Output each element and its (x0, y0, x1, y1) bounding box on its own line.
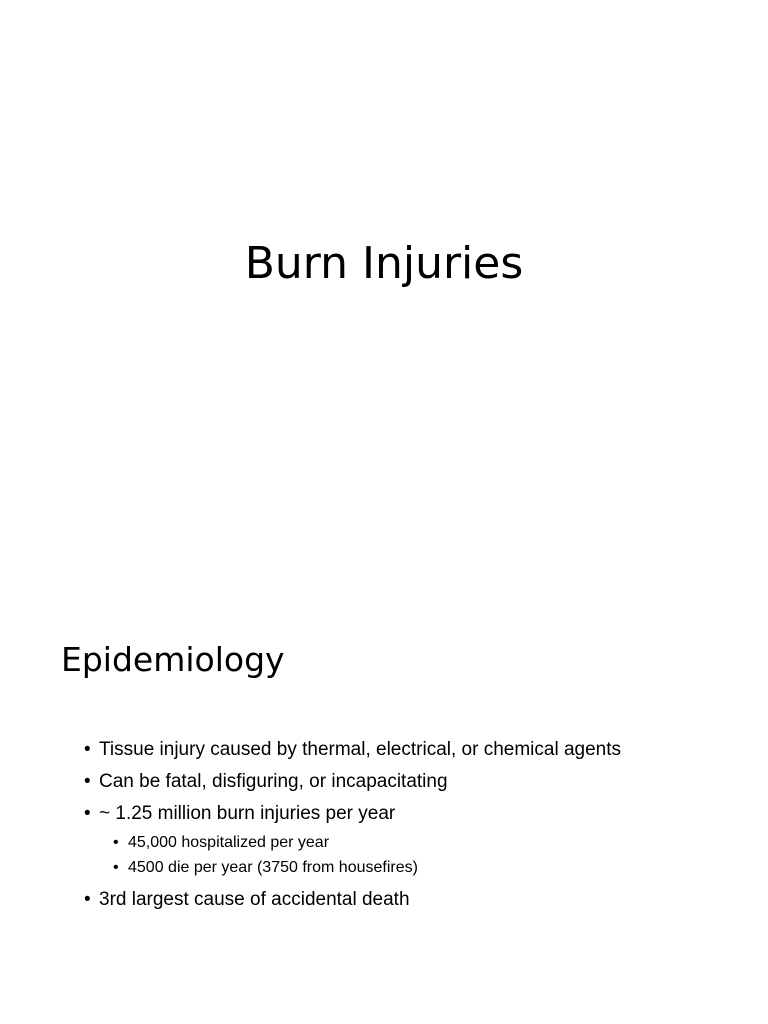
sub-bullet-group (84, 830, 744, 884)
bullet-item: • Can be fatal, disfiguring, or incapacitating (84, 766, 744, 798)
bullet-item: • 3rd largest cause of accidental death (84, 884, 744, 916)
slide-title: Burn Injuries (244, 238, 524, 289)
bullet-text: ~ 1.25 million burn injuries per year (99, 803, 396, 824)
bullet-item (84, 798, 744, 830)
bullet-item: • Tissue injury caused by thermal, electrical, or chemical agents (84, 734, 744, 766)
section-heading: Epidemiology (61, 640, 285, 679)
sub-bullet-list (84, 830, 744, 884)
bullet-list (84, 734, 744, 916)
sub-bullet-item: • 4500 die per year (3750 from housefires) (113, 855, 744, 880)
sub-bullet-item: • 45,000 hospitalized per year (113, 830, 744, 855)
